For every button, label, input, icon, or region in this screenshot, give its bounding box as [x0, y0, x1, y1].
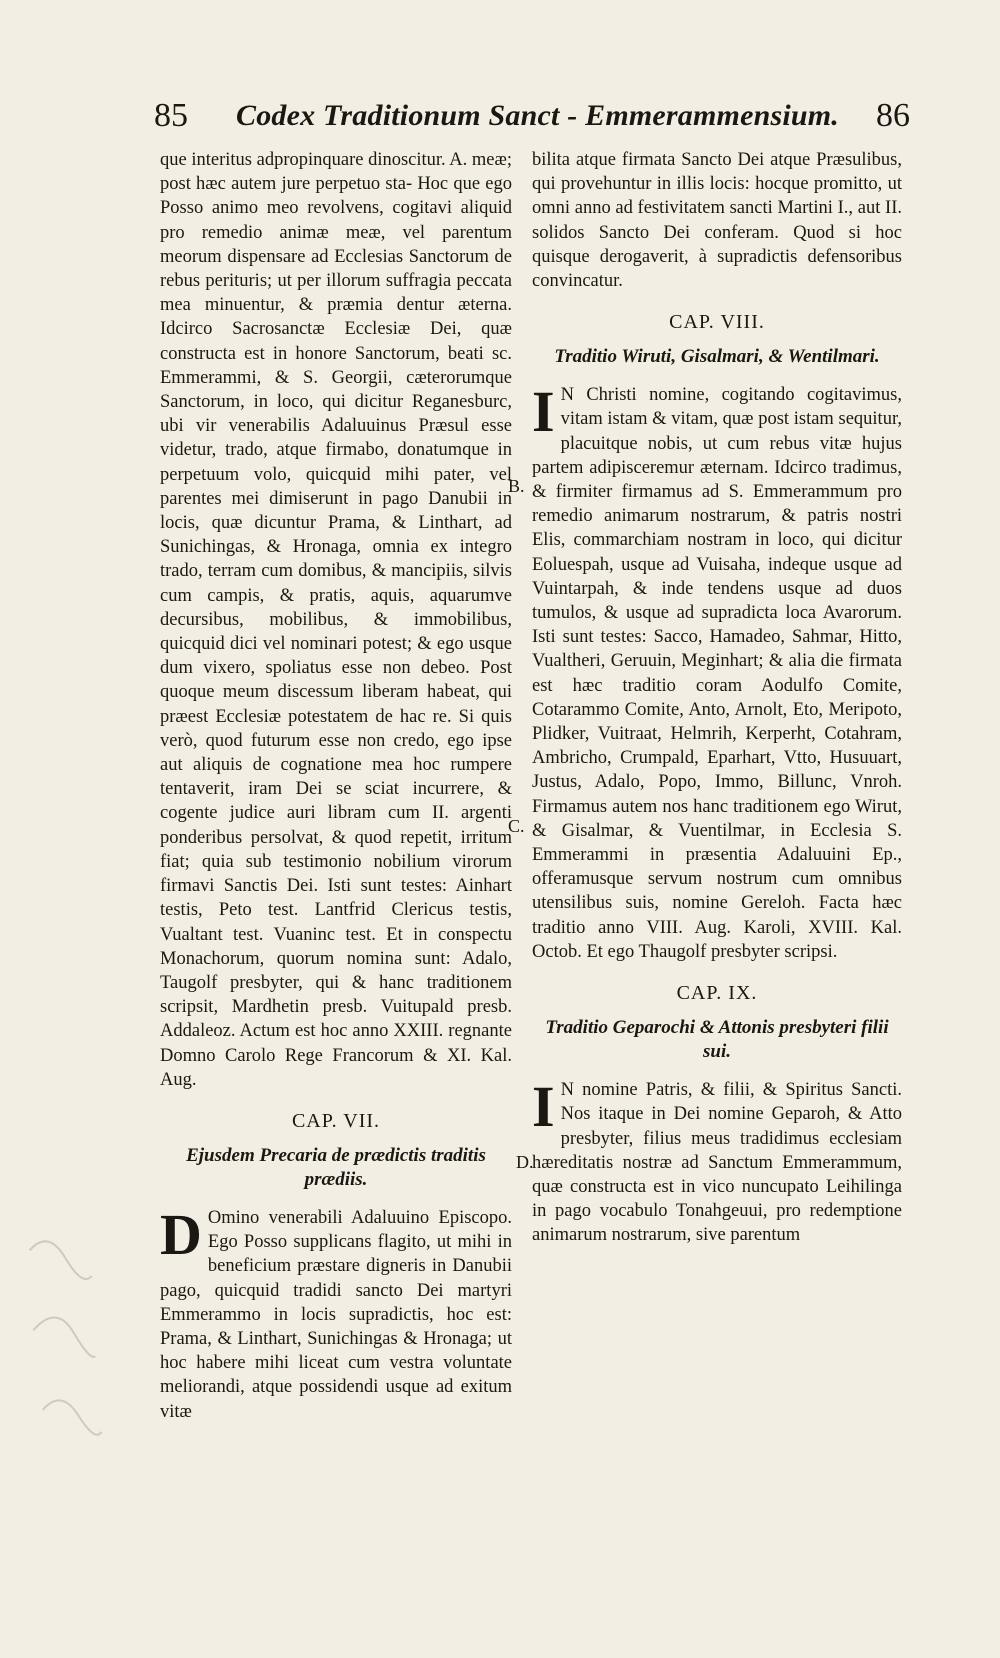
- left-paragraph-2-text: Omino venerabili Adaluuino Episcopo. Ego Posso supplicans flagito, ut mihi in beneficium præstare digneris in Danubii pago, quicquid tradidi sancto Dei martyri Emmerammo in locis supradictis, hoc est: Prama, & Linthart, Sunichingas & Hronaga; ut hoc habere mihi liceat cum vestra voluntate meliorandi, atque possidendi usque ad exitum vitæ: [160, 1207, 512, 1422]
- chapter-heading-ix: CAP. IX.: [676, 982, 758, 1005]
- left-paragraph-1: que interitus adpropinquare dinoscitur. A. meæ; post hæc autem jure perpetuo sta- Hoc que ego Posso animo meo revolvens, cogitavi aliquid pro remedio animæ meæ, vel parentum meorum dispensare ad Ecclesias Sanctorum de rebus perituris; ut per illorum suffragia peccata mea minuentur, & præmia dentur æterna. Idcirco Sacrosanctæ Ecclesiæ Dei, quæ constructa est in honore Sanctorum, beati sc. Emmerammi, & S. Georgii, cæterorumque Sanctorum, in loco, qui dicitur Reganesburc, ubi vir venerabilis Adaluuinus Præsul esse videtur, trado, atque firmabo, donatumque in perpetuum volo, quicquid mihi pater, vel parentes mei dimiserunt in pago Danubii in locis, quæ dicuntur Prama, & Linthart, ad Sunichingas, & Hronaga, omnia ex integro trado, terram cum domibus, & mancipiis, silvis cum campis, & pratis, aquis, aquarumve decursibus, mobilibus, & immobilibus, quicquid dici vel nominari potest; & ego usque dum vixero, spoliatus esse non debeo. Post quoque meum discessum liberam habeat, qui præest Ecclesiæ potestatem de hac re. Si quis verò, quod futurum esse non credo, ego ipse aut aliquis de cognatione mea hoc rumpere tentaverit, iram Dei se sciat incurrere, & cogente judice auri libram cum II. argenti ponderibus persolvat, & quod repetit, irritum fiat; quia sub testimonio nobilium virorum firmavi Sanctis Dei. Isti sunt testes: Ainhart testis, Peto test. Lantfrid Clericus testis, Vualtant test. Vuaninc test. Et in conspectu Monachorum, quorum nomina sunt: Adalo, Taugolf presbyter, qui & hanc traditionem scripsit, Mardhetin presb. Vuitupald presb. Addaleoz. Actum est hoc anno XXIII. regnante Domno Carolo Rege Francorum & XI. Kal. Aug.: [160, 150, 512, 1090]
- margin-marker-b: B.: [508, 476, 525, 496]
- margin-marker-c: C.: [508, 816, 525, 836]
- chapter-subtitle-vii: Ejusdem Precaria de prædictis traditis prædiis.: [186, 1144, 486, 1190]
- right-paragraph-1: bilita atque firmata Sancto Dei atque Præsulibus, qui provehuntur in illis locis: hocque promitto, ut omni anno ad festivitatem sancti Martini I., aut II. solidos Sancto Dei conferam. Quod si hoc quisque derogaverit, à supradictis defensoribus convincatur.: [532, 150, 902, 292]
- right-paragraph-2-text: N Christi nomine, cogitando cogitavimus, vitam istam & vitam, quæ post istam sequitur, placuitque nobis, ut cum rebus vitæ hujus partem adipisceremur æternam. Idcirco tradimus, & firmiter firmamus ad S. Emmerammum pro remedio animarum nostrarum, & patris nostri Elis, commarchiam nostram in loco, qui dicitur Eoluespah, usque ad Vuisaha, indeque usque ad Vuintarpah, & inde tendens usque ad duos tumulos, & usque ad supradicta loca Avarorum. Isti sunt testes: Sacco, Hamadeo, Sahmar, Hitto, Vualtheri, Geruuin, Meginhart; & alia die firmata est hæc traditio coram Aodulfo Comite, Cotarammo Comite, Anto, Arnolt, Eto, Meripoto, Plidker, Vuitraat, Helmrih, Kerperht, Cotahram, Ambricho, Crumpald, Eparhart, Vtto, Husuuart, Justus, Adalo, Popo, Immo, Billunc, Vnroh. Firmamus autem nos hanc traditionem ego Wirut, & Gisalmar, & Vuentilmar, in Ecclesia S. Emmerammi in præsentia Adaluuini Ep., offeramusque servum nostrum cum omnibus utensilibus suis, nomine Gereloh. Facta hæc traditio anno VIII. Aug. Karoli, XVIII. Kal. Octob. Et ego Thaugolf presbyter scripsi.: [532, 385, 902, 962]
- right-column: [532, 148, 902, 1248]
- page-number-right: 86: [876, 97, 910, 134]
- margin-marker-d: D.: [516, 1152, 534, 1172]
- chapter-subtitle-viii: Traditio Wiruti, Gisalmari, & Wentilmari.: [554, 346, 880, 368]
- pencil-scribble-icon: [18, 1216, 119, 1521]
- right-paragraph-2: [532, 379, 902, 964]
- drop-cap-i-2: I: [532, 1074, 555, 1140]
- running-header: [150, 96, 910, 140]
- left-column: [160, 148, 512, 1424]
- drop-cap-i-1: I: [532, 379, 555, 445]
- chapter-heading-viii: CAP. VIII.: [669, 311, 765, 334]
- page-number-left: 85: [154, 97, 188, 134]
- right-paragraph-3: [532, 1074, 902, 1247]
- right-paragraph-3-text: N nomine Patris, & filii, & Spiritus Sancti. Nos itaque in Dei nomine Geparoh, & Atto presbyter, filius meus tradidimus ecclesiam hæreditatis nostræ ad Sanctum Emmerammum, quæ constructa est in vico nuncupato Leihilinga in pago vocabulo Tonahgeuui, pro redemptione animarum nostrarum, sive parentum: [532, 1080, 902, 1246]
- chapter-subtitle-ix: Traditio Geparochi & Attonis presbyteri filii sui.: [545, 1017, 889, 1063]
- running-title: Codex Traditionum Sanct - Emmerammensium.: [236, 99, 839, 132]
- chapter-heading-vii: CAP. VII.: [291, 1109, 381, 1132]
- pencil-marginalia: [18, 1216, 119, 1521]
- left-paragraph-2: [160, 1201, 512, 1424]
- drop-cap-d: D: [160, 1201, 202, 1267]
